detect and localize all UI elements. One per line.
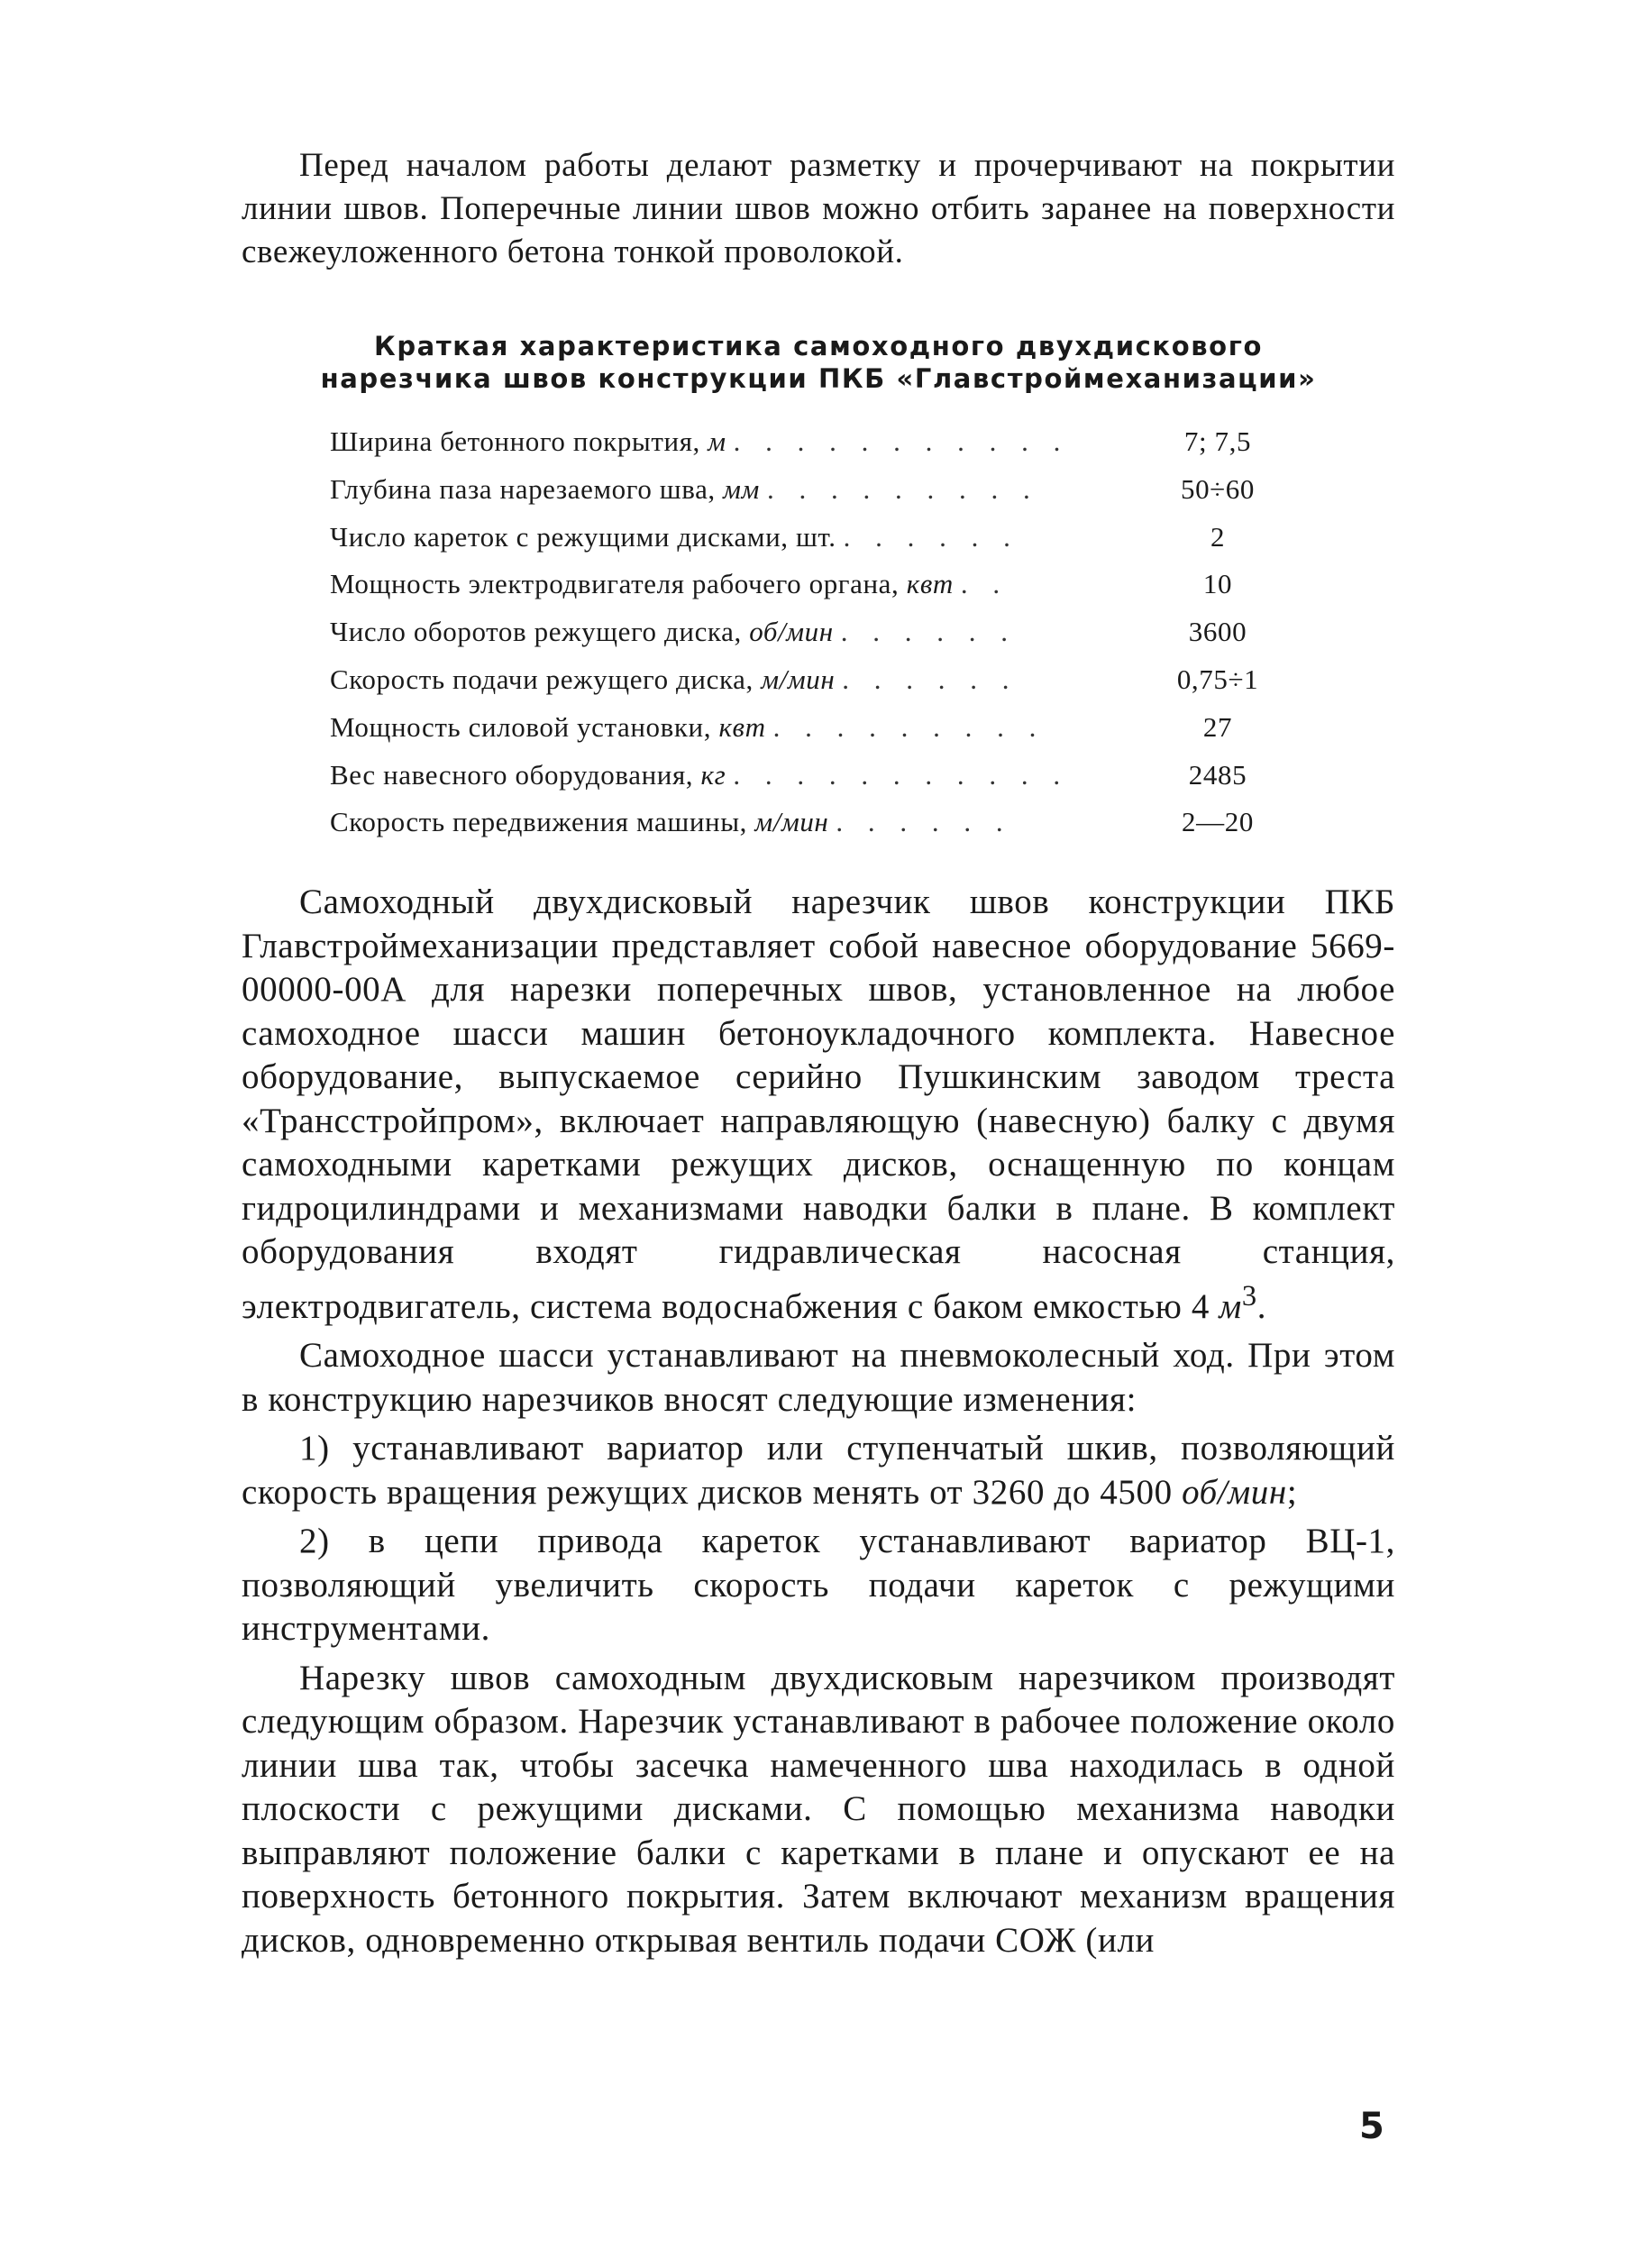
- spec-label: Вес навесного оборудования, кг: [330, 758, 726, 791]
- table-title: [242, 330, 1395, 395]
- spec-leader-dots: . . . . . .: [843, 520, 1019, 553]
- page-content: [242, 144, 1395, 1962]
- spec-value: 10: [1202, 568, 1233, 600]
- spec-row: [330, 466, 1276, 514]
- spec-label: Число кареток с режущими дисками, шт.: [330, 520, 836, 553]
- table-title-line-2: нарезчика швов конструкции ПКБ «Главстроймеханизации»: [320, 363, 1317, 394]
- spec-value: 2—20: [1182, 806, 1254, 838]
- spec-row: [330, 704, 1276, 752]
- spec-label: Скорость передвижения машины, м/мин: [330, 806, 829, 838]
- spec-value: 0,75÷1: [1176, 663, 1259, 695]
- spec-row: [330, 656, 1276, 704]
- spec-row: [330, 799, 1276, 846]
- spec-value: 2485: [1188, 758, 1247, 791]
- spec-row: [330, 514, 1276, 562]
- spec-row: [330, 418, 1276, 466]
- spec-value: 3600: [1188, 616, 1247, 648]
- spec-label: Мощность силовой установки, квт: [330, 710, 766, 743]
- spec-leader-dots: . . . . . . . . .: [772, 710, 1046, 743]
- spec-value: 2: [1210, 520, 1226, 553]
- table-title-line-1: Краткая характеристика самоходного двухдискового: [374, 331, 1263, 361]
- spec-label: Скорость подачи режущего диска, м/мин: [330, 663, 836, 695]
- spec-value: 7; 7,5: [1183, 425, 1252, 457]
- spec-row: [330, 561, 1276, 608]
- spec-label: Мощность электродвигателя рабочего органа, квт: [330, 568, 954, 600]
- paragraph-procedure: Нарезку швов самоходным двухдисковым нарезчиком производят следующим образом. Нарезчик устанавливают в рабочее положение около линии шва так, чтобы засечка намеченного шва находилась в одной плоскости с режущими дисками. С помощью механизма наводки выправляют положение балки с каретками в плане и опускают ее на поверхность бетонного покрытия. Затем включают механизм вращения дисков, одновременно открывая вентиль подачи СОЖ (или: [242, 1658, 1395, 1960]
- spec-value: 50÷60: [1180, 472, 1255, 505]
- body-text: [242, 881, 1395, 1962]
- spec-leader-dots: . . . . . .: [836, 806, 1012, 838]
- spec-row: [330, 608, 1276, 656]
- spec-leader-dots: . . . . . .: [842, 663, 1019, 695]
- spec-label: Глубина паза нарезаемого шва, мм: [330, 472, 760, 505]
- spec-leader-dots: . . . . . . . . . . .: [733, 758, 1070, 791]
- spec-leader-dots: . . . . . . . . . . .: [733, 425, 1070, 457]
- paragraph-description: Самоходный двухдисковый нарезчик швов конструкции ПКБ Главстроймеханизации представляет собой навесное оборудование 5669-00000-00А для нарезки поперечных швов, установленное на любое самоходное шасси машин бетоноукладочного комплекта. Навесное оборудование, выпускаемое серийно Пушкинским заводом треста «Трансстройпром», включает направляющую (навесную) балку с двумя самоходными каретками режущих дисков, оснащенную по концам гидроцилиндрами и механизмами наводки балки в плане. В комплект оборудования входят гидравлическая насосная станция, электродвигатель, система водоснабжения с баком емкостью 4 $м^3$.: [242, 883, 1395, 1326]
- spec-value: 27: [1202, 710, 1233, 743]
- spec-label: Ширина бетонного покрытия, м: [330, 425, 726, 457]
- spec-leader-dots: . . . . . . . . .: [766, 472, 1039, 505]
- spec-row: [330, 752, 1276, 800]
- spec-leader-dots: . . . . . .: [840, 616, 1018, 648]
- spec-leader-dots: . .: [960, 568, 1009, 600]
- page-number: 5: [1359, 2106, 1384, 2147]
- list-item-2: 2) в цепи привода кареток устанавливают вариатор ВЦ-1, позволяющий увеличить скорость подачи кареток с режущими инструментами.: [242, 1522, 1395, 1649]
- spec-table: [330, 418, 1276, 846]
- list-item-1: 1) устанавливают вариатор или ступенчатый шкив, позволяющий скорость вращения режущих дисков менять от 3260 до 4500 об/мин;: [242, 1429, 1395, 1512]
- paragraph-chassis: Самоходное шасси устанавливают на пневмоколесный ход. При этом в конструкцию нарезчиков вносят следующие изменения:: [242, 1336, 1395, 1419]
- intro-paragraph: Перед началом работы делают разметку и прочерчивают на покрытии линии швов. Поперечные линии швов можно отбить заранее на поверхности свежеуложенного бетона тонкой проволокой.: [242, 147, 1395, 270]
- spec-label: Число оборотов режущего диска, об/мин: [330, 616, 834, 648]
